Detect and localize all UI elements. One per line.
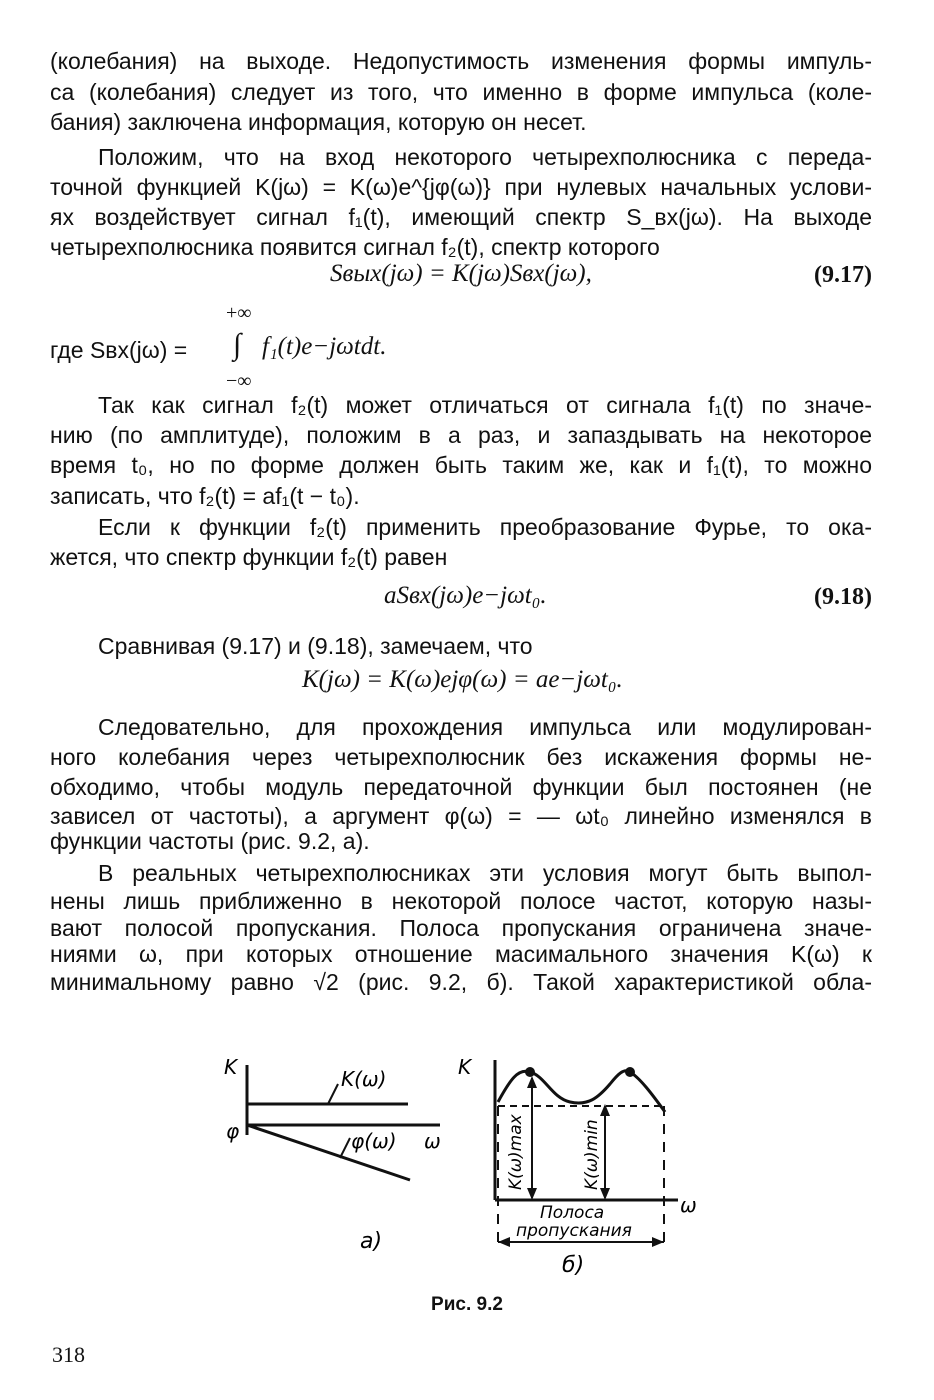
p6-line5: функции частоты (рис. 9.2, а). bbox=[50, 828, 370, 854]
figure-b bbox=[458, 1055, 697, 1278]
p1-line3: бания) заключена информация, которую он несет. bbox=[50, 109, 587, 135]
p3-line2: нию (по амплитуде), положим в a раз, и запаздывать на некоторое bbox=[50, 422, 872, 448]
p7-line2: нены лишь приближенно в некоторой полосе частот, которую назы- bbox=[50, 888, 872, 914]
p2-line1: Положим, что на вход некоторого четырехполюсника с переда- bbox=[98, 144, 872, 170]
fig-a-sublabel: а) bbox=[360, 1229, 383, 1254]
p4-line1: Если к функции f₂(t) применить преобразование Фурье, то ока- bbox=[98, 514, 872, 540]
equation-9-17: Sвых(jω) = K(jω)Sвх(jω), bbox=[330, 260, 592, 287]
fig-b-omega-label: ω bbox=[680, 1193, 697, 1217]
integral-lower-limit: −∞ bbox=[226, 370, 252, 392]
fig-a-phi-label: φ bbox=[226, 1119, 240, 1143]
fig-b-k-label: K bbox=[458, 1055, 472, 1079]
fig-a-kw-label: K(ω) bbox=[341, 1067, 387, 1091]
p2-line3: ях воздействует сигнал f₁(t), имеющий спектр S_вх(jω). На выходе bbox=[50, 204, 872, 230]
fig-a-k-label: K bbox=[224, 1055, 238, 1079]
fig-a-phiw-label: φ(ω) bbox=[351, 1129, 397, 1153]
fig-b-max-point-2 bbox=[625, 1067, 635, 1077]
p6-line4: зависел от частоты), а аргумент φ(ω) = — ωt₀ линейно изменялся в bbox=[50, 803, 872, 829]
equation-condition: K(jω) = K(ω)ejφ(ω) = ae−jωt₀. bbox=[302, 666, 623, 693]
p6-line1: Следовательно, для прохождения импульса или модулирован- bbox=[98, 714, 872, 740]
fig-b-band-arrowhead-left bbox=[498, 1237, 510, 1247]
integral-body: f₁(t)e−jωtdt. bbox=[262, 333, 387, 360]
p7-line4: ниями ω, при которых отношение масимального значения K(ω) к bbox=[50, 941, 872, 967]
p7-line5: минимальному равно √2 (рис. 9.2, б). Такой характеристикой обла- bbox=[50, 969, 872, 995]
p2-line4: четырехполюсника появится сигнал f₂(t), спектр которого bbox=[50, 234, 660, 260]
fig-b-kmax-label: K(ω)max bbox=[506, 1114, 526, 1190]
integral-upper-limit: +∞ bbox=[226, 302, 252, 324]
figure-a bbox=[224, 1055, 441, 1254]
p3-line4: записать, что f₂(t) = af₁(t − t₀). bbox=[50, 483, 360, 509]
p1-line2: са (колебания) следует из того, что именно в форме импульса (коле- bbox=[50, 79, 872, 105]
fig-b-max-point-1 bbox=[525, 1067, 535, 1077]
p6-line3: обходимо, чтобы модуль передаточной функции был постоянен (не bbox=[50, 774, 872, 800]
equation-9-18: aSвх(jω)e−jωt₀. bbox=[384, 582, 547, 609]
fig-b-kmax-arrowhead-bottom bbox=[527, 1188, 537, 1200]
fig-b-band-arrowhead-right bbox=[652, 1237, 664, 1247]
p2-line2: точной функцией K(jω) = K(ω)e^{jφ(ω)} при нулевых начальных услови- bbox=[50, 174, 872, 200]
figure-caption: Рис. 9.2 bbox=[431, 1294, 503, 1315]
p7-line1: В реальных четырехполюсниках эти условия могут быть выпол- bbox=[98, 860, 872, 886]
p3-line3: время t₀, но по форме должен быть таким же, как и f₁(t), то можно bbox=[50, 452, 872, 478]
fig-a-phi-leader bbox=[340, 1138, 350, 1158]
equation-number-9-18: (9.18) bbox=[814, 584, 872, 610]
fig-a-omega-label: ω bbox=[424, 1129, 441, 1153]
p5-line1: Сравнивая (9.17) и (9.18), замечаем, что bbox=[98, 633, 533, 659]
p6-line2: ного колебания через четырехполюсник без искажения формы не- bbox=[50, 744, 872, 770]
integral-sign: ∫ bbox=[233, 328, 242, 361]
page-number: 318 bbox=[52, 1342, 85, 1367]
equation-number-9-17: (9.17) bbox=[814, 262, 872, 288]
p1-line1: (колебания) на выходе. Недопустимость изменения формы импуль- bbox=[50, 48, 872, 74]
p7-line3: вают полосой пропускания. Полоса пропускания ограничена значе- bbox=[50, 915, 872, 941]
fig-b-band-label-2: пропускания bbox=[516, 1221, 632, 1241]
fig-b-sublabel: б) bbox=[562, 1253, 585, 1278]
fig-b-kmin-label: K(ω)min bbox=[582, 1119, 602, 1190]
p3-line1: Так как сигнал f₂(t) может отличаться от сигнала f₁(t) по значе- bbox=[98, 392, 872, 418]
fig-b-band-label-1: Полоса bbox=[540, 1203, 605, 1223]
fig-b-kmax-arrowhead-top bbox=[527, 1076, 537, 1088]
integral-prefix: где Sвх(jω) = bbox=[50, 337, 188, 363]
fig-a-k-leader bbox=[328, 1084, 338, 1104]
p4-line2: жется, что спектр функции f₂(t) равен bbox=[50, 544, 448, 570]
